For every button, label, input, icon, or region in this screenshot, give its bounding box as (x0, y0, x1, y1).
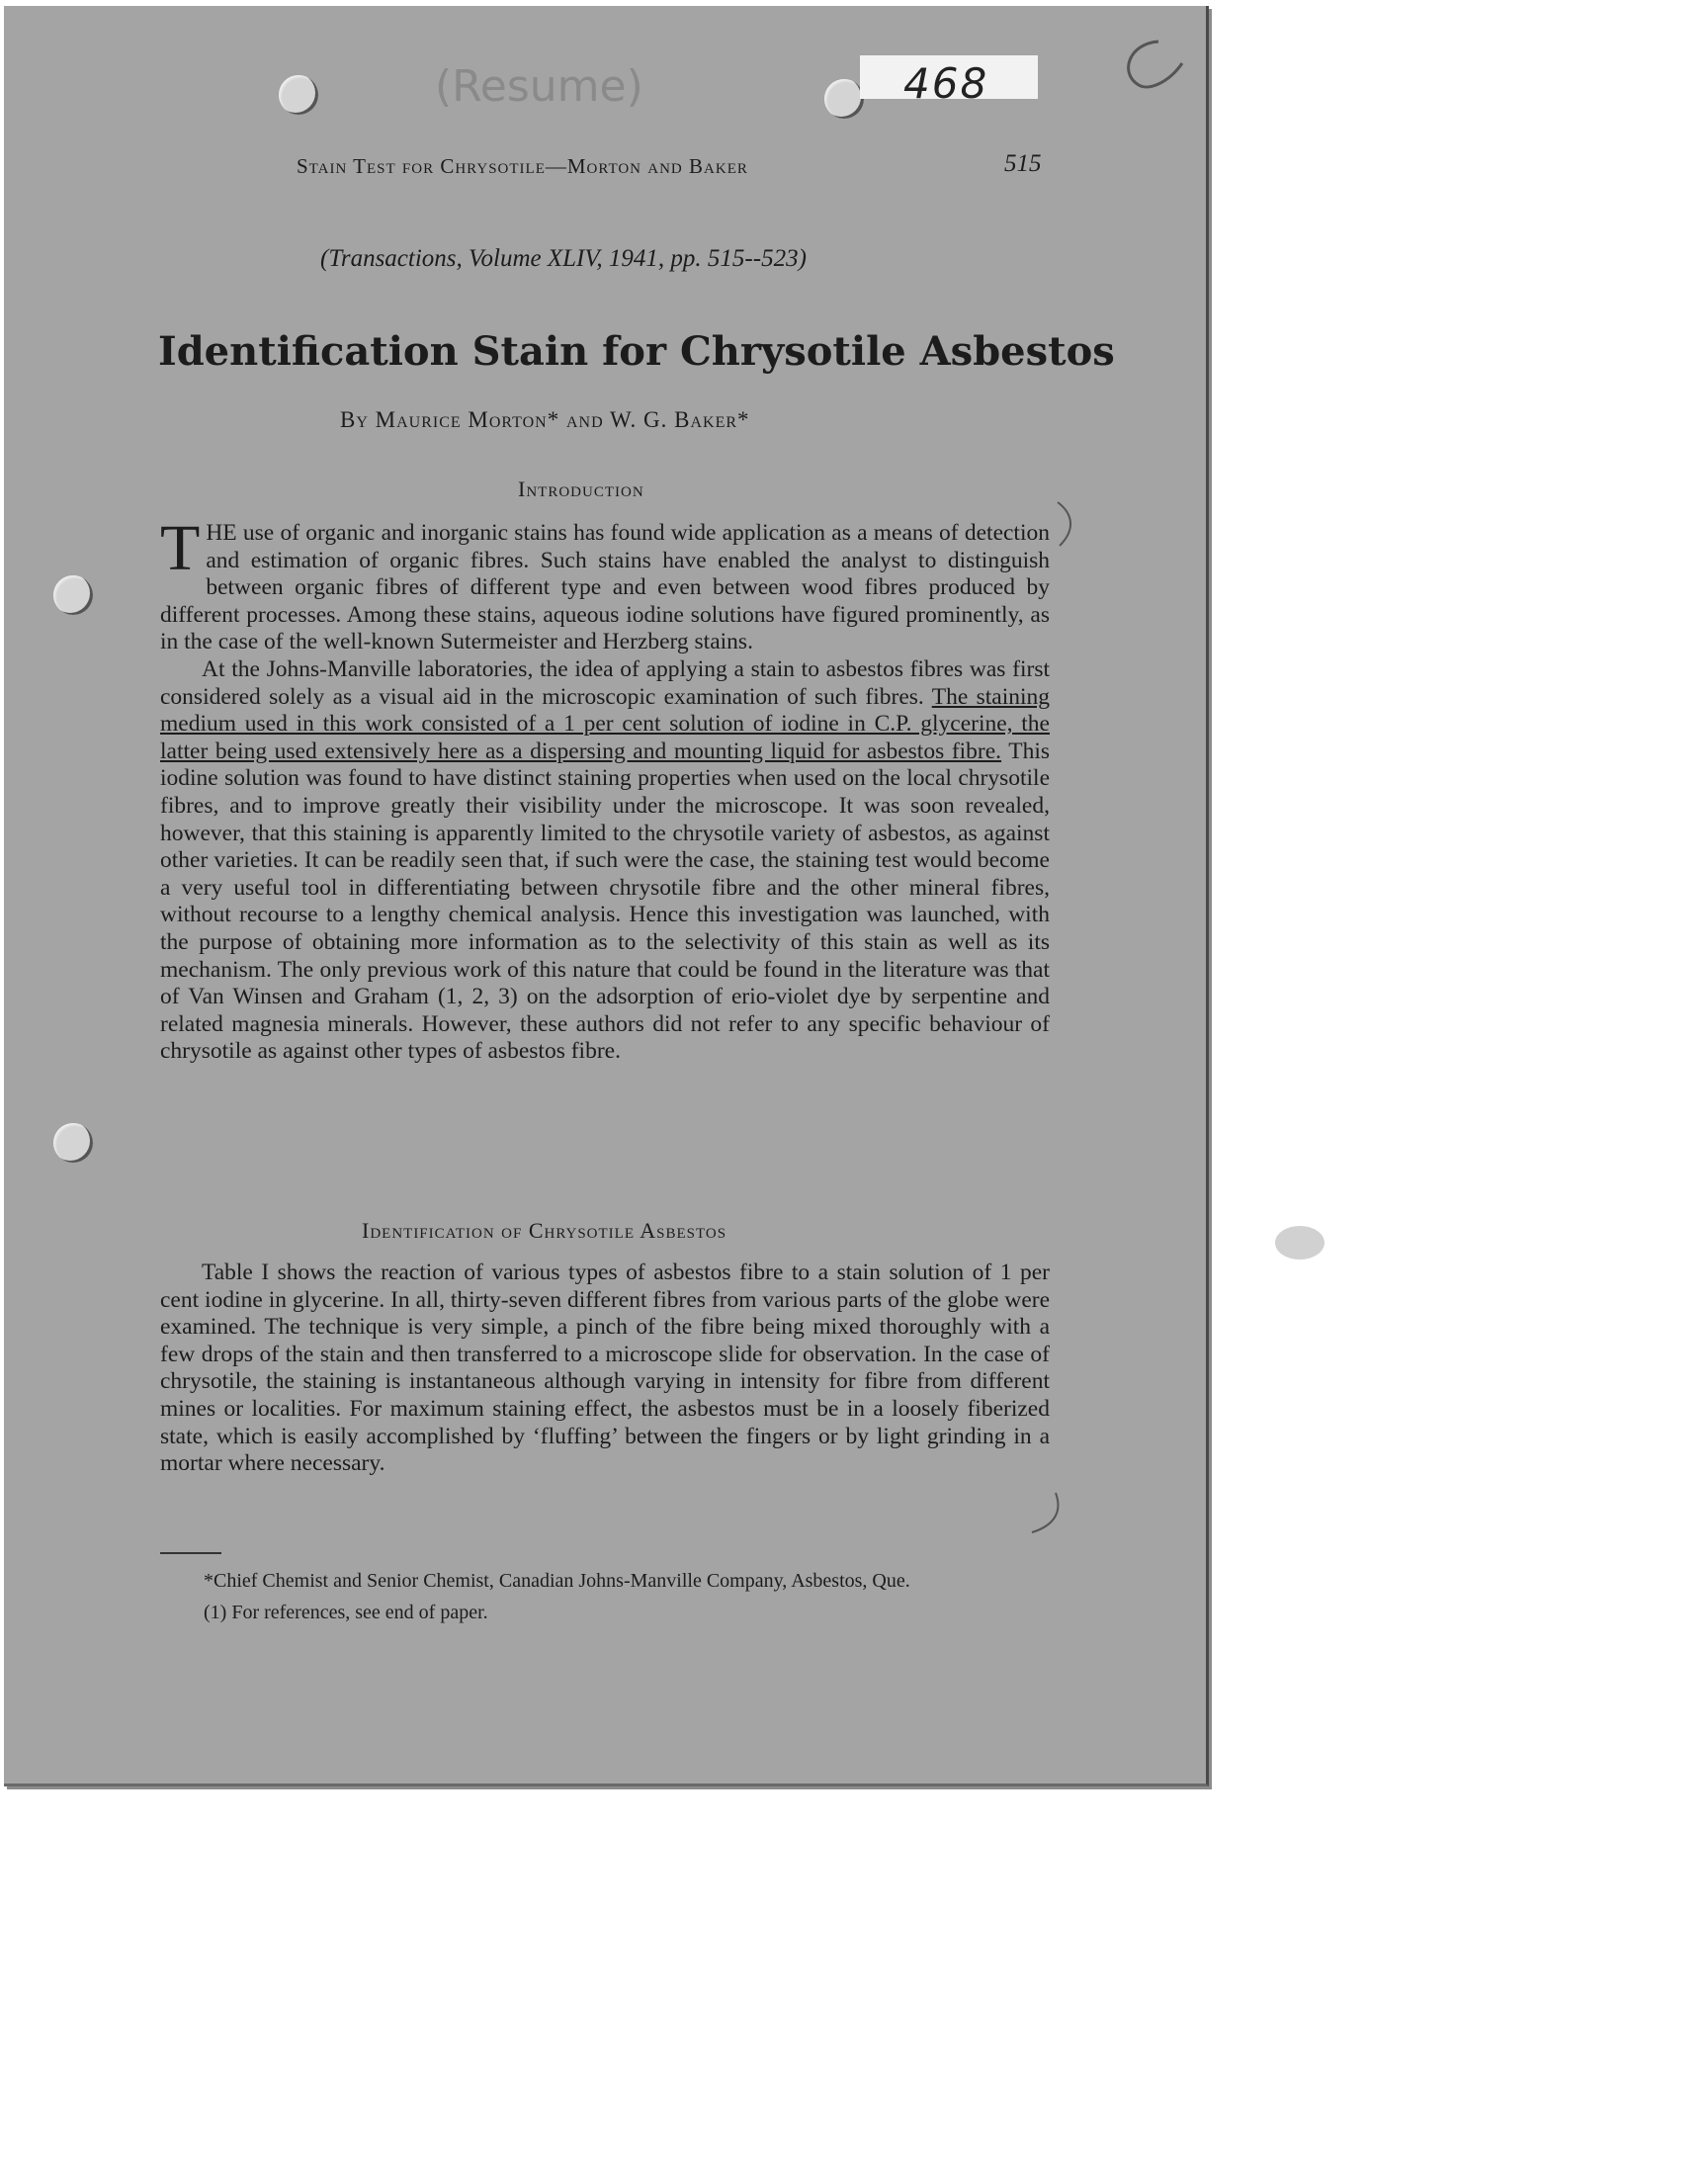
paper-title: Identification Stain for Chrysotile Asbestos (158, 328, 1115, 375)
citation: (Transactions, Volume XLIV, 1941, pp. 515--523) (320, 245, 807, 272)
punch-hole-top (279, 75, 318, 115)
paragraph (160, 512, 1050, 656)
paragraph (160, 656, 1050, 1066)
corner-check-mark (1109, 34, 1188, 103)
margin-bracket-top (1056, 500, 1085, 550)
introduction-body (160, 512, 1051, 1066)
paragraph-text: HE use of organic and inorganic stains has found wide application as a means of detection and estimation of organic fibres. Such stains have enabled the analyst to distinguish between organic fibres of different type and even between wood fibres produced by different processes. Among these stains, aqueous iodine solutions have figured prominently, as in the case of the well-known Sutermeister and Herzberg stains. (160, 520, 1050, 655)
handwritten-resume-note: (Resume) (435, 61, 643, 112)
paragraph-text: At the Johns-Manville laboratories, the idea of applying a stain to asbestos fibres was first considered solely as a visual aid in the microscopic examination of such fibres. (160, 655, 1050, 710)
punch-hole-number (824, 79, 864, 119)
punch-hole-left-lower (53, 1123, 93, 1163)
section-heading-identification: Identification of Chrysotile Asbestos (362, 1218, 727, 1243)
scan-smudge (1275, 1226, 1324, 1260)
drop-cap: T (160, 512, 201, 584)
footnote-affiliation: *Chief Chemist and Senior Chemist, Canadian Johns-Manville Company, Asbestos, Que. (204, 1570, 910, 1592)
running-head: Stain Test for Chrysotile—Morton and Baker (297, 154, 748, 178)
punch-hole-left-upper (53, 575, 93, 615)
paragraph: Table I shows the reaction of various types of asbestos fibre to a stain solution of 1 per cent iodine in glycerine. In all, thirty-seven different fibres from various parts of the globe were examined. The technique is very simple, a pinch of the fibre being mixed thoroughly with a few drops of the stain and then transferred to a microscope slide for observation. In the case of chrysotile, the staining is instantaneous although varying in intensity for fibre from different mines or localities. For maximum staining effect, the asbestos must be in a loosely fiberized state, which is easily accomplished by ‘fluffing’ between the fingers or by light grinding in a mortar where necessary. (160, 1260, 1050, 1477)
margin-bracket-bottom (1028, 1489, 1068, 1538)
footnote-rule (160, 1552, 221, 1554)
scanned-page (4, 6, 1209, 1786)
paragraph-text: This iodine solution was found to have distinct staining properties when used on the local chrysotile fibres, and to improve greatly their visibility under the microscope. It was soon revealed, however, that this staining is apparently limited to the chrysotile variety of asbestos, as against other varieties. It can be readily seen that, if such were the case, the staining test would become a very useful tool in differentiating between chrysotile fibre and the other mineral fibres, without recourse to a lengthy chemical analysis. Hence this investigation was launched, with the purpose of obtaining more information as to the selectivity of this stain as well as its mechanism. The only previous work of this nature that could be found in the literature was that of Van Winsen and Graham (1, 2, 3) on the adsorption of erio-violet dye by serpentine and related magnesia minerals. However, these authors did not refer to any specific behaviour of chrysotile as against other types of asbestos fibre. (160, 738, 1051, 1065)
footnote-references: (1) For references, see end of paper. (204, 1602, 488, 1623)
page-number: 515 (1004, 150, 1042, 177)
section-heading-introduction: Introduction (518, 477, 644, 501)
byline: By Maurice Morton* and W. G. Baker* (340, 407, 750, 432)
handwritten-number: 468 (903, 59, 989, 108)
underlined-text: The staining medium used in this work consisted of a 1 per cent solution of iodine in C.P. glycerine, the latter being used extensively here as a dispersing and mounting liquid for asbestos fibre. (160, 683, 1050, 764)
identification-body (160, 1260, 1050, 1478)
